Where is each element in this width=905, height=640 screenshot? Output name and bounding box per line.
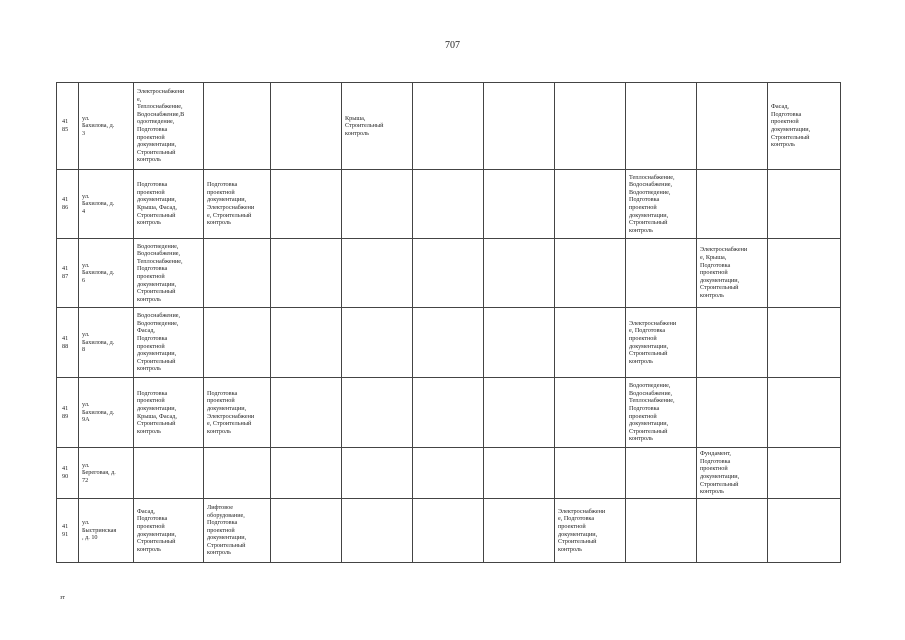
row-number-cell <box>57 448 79 499</box>
work-cell <box>204 448 271 499</box>
work-description: Водоотведение, Водоснабжение, Теплоснабжение, Подготовка проектной документации, Строительный контроль <box>629 382 675 443</box>
work-cell <box>484 83 555 170</box>
work-cell <box>555 378 626 448</box>
work-cell <box>697 83 768 170</box>
work-cell <box>342 499 413 563</box>
work-cell <box>342 308 413 378</box>
table-row <box>57 170 841 239</box>
work-description: Электроснабжени е, Подготовка проектной документации, Строительный контроль <box>629 319 677 365</box>
address: ул. Быстринская , д. 10 <box>82 519 117 542</box>
address-cell <box>79 499 134 563</box>
row-number-cell <box>57 83 79 170</box>
work-cell <box>484 170 555 239</box>
work-cell <box>271 308 342 378</box>
work-cell <box>697 378 768 448</box>
work-cell <box>555 499 626 563</box>
work-cell <box>768 448 841 499</box>
work-cell <box>342 239 413 308</box>
work-cell <box>204 170 271 239</box>
row-number: 41 85 <box>62 118 69 133</box>
work-description: Водоотведение, Водоснабжение, Теплоснабжение, Подготовка проектной документации, Строительный контроль <box>137 242 183 303</box>
work-cell <box>626 448 697 499</box>
work-cell <box>626 83 697 170</box>
work-cell <box>204 378 271 448</box>
work-cell <box>484 448 555 499</box>
work-cell <box>134 499 204 563</box>
work-cell <box>626 239 697 308</box>
work-description: Водоснабжение, Водоотведение, Фасад, Подготовка проектной документации, Строительный контроль <box>137 312 181 373</box>
work-cell <box>271 239 342 308</box>
work-cell <box>413 499 484 563</box>
work-cell <box>134 83 204 170</box>
row-number: 41 91 <box>62 522 69 538</box>
work-cell <box>484 378 555 448</box>
work-cell <box>413 170 484 239</box>
work-cell <box>697 448 768 499</box>
work-cell <box>626 170 697 239</box>
work-cell <box>413 378 484 448</box>
work-cell <box>271 499 342 563</box>
address: ул. Бахилова, д. 6 <box>82 261 115 284</box>
table-row <box>57 378 841 448</box>
work-cell <box>626 308 697 378</box>
row-number-cell <box>57 170 79 239</box>
page-number: 707 <box>445 40 460 51</box>
work-cell <box>342 378 413 448</box>
work-description: Электроснабжени е, Подготовка проектной документации, Строительный контроль <box>558 507 606 553</box>
work-cell <box>134 378 204 448</box>
work-cell <box>697 308 768 378</box>
row-number-cell <box>57 499 79 563</box>
work-cell <box>204 83 271 170</box>
work-cell <box>204 499 271 563</box>
work-description: Фундамент, Подготовка проектной документации, Строительный контроль <box>700 450 740 496</box>
work-cell <box>413 308 484 378</box>
work-cell <box>342 448 413 499</box>
work-cell <box>768 308 841 378</box>
work-cell <box>555 83 626 170</box>
row-number: 41 89 <box>62 404 69 420</box>
work-cell <box>271 170 342 239</box>
address: ул. Береговая, д. 72 <box>82 461 116 484</box>
work-cell <box>413 83 484 170</box>
work-cell <box>768 499 841 563</box>
work-description: Электроснабжени е, Теплоснабжение, Водоснабжение,В одоотведение, Подготовка проектной документации, Строительный контроль <box>137 88 185 164</box>
work-cell <box>555 170 626 239</box>
address-cell <box>79 308 134 378</box>
work-cell <box>697 499 768 563</box>
work-cell <box>271 83 342 170</box>
work-cell <box>204 308 271 378</box>
repair-schedule-table <box>56 82 841 563</box>
work-cell <box>342 170 413 239</box>
work-description: Подготовка проектной документации, Крыша, Фасад, Строительный контроль <box>137 389 177 435</box>
address: ул. Бахилова, д. 9А <box>82 401 115 424</box>
work-cell <box>413 448 484 499</box>
work-cell <box>413 239 484 308</box>
work-cell <box>134 239 204 308</box>
table-row <box>57 239 841 308</box>
work-cell <box>484 499 555 563</box>
work-cell <box>768 83 841 170</box>
address-cell <box>79 83 134 170</box>
work-cell <box>484 239 555 308</box>
work-cell <box>134 308 204 378</box>
address-cell <box>79 378 134 448</box>
row-number: 41 86 <box>62 196 69 211</box>
work-cell <box>134 448 204 499</box>
work-description: Фасад, Подготовка проектной документации, Строительный контроль <box>137 507 177 553</box>
address-cell <box>79 170 134 239</box>
work-cell <box>555 448 626 499</box>
work-description: Фасад, Подготовка проектной документации, Строительный контроль <box>771 103 811 149</box>
address: ул. Бахилова, д. 4 <box>82 192 115 215</box>
row-number-cell <box>57 239 79 308</box>
row-number: 41 90 <box>62 465 69 480</box>
work-cell <box>555 308 626 378</box>
address-cell <box>79 448 134 499</box>
table-row <box>57 308 841 378</box>
work-cell <box>768 170 841 239</box>
table-body <box>57 83 841 563</box>
work-cell <box>342 83 413 170</box>
address: ул. Бахилова, д. 3 <box>82 114 115 137</box>
address-cell <box>79 239 134 308</box>
work-cell <box>204 239 271 308</box>
footer-mark: зт <box>60 595 65 601</box>
work-cell <box>768 239 841 308</box>
row-number: 41 88 <box>62 334 69 350</box>
work-description: Подготовка проектной документации, Крыша, Фасад, Строительный контроль <box>137 181 177 227</box>
row-number-cell <box>57 308 79 378</box>
work-cell <box>697 239 768 308</box>
address: ул. Бахилова, д. 8 <box>82 331 115 354</box>
work-cell <box>626 378 697 448</box>
work-description: Электроснабжени е, Крыша, Подготовка проектной документации, Строительный контроль <box>700 246 748 299</box>
work-cell <box>134 170 204 239</box>
work-description: Крыша, Строительный контроль <box>345 114 384 137</box>
work-cell <box>271 378 342 448</box>
work-cell <box>484 308 555 378</box>
table-row <box>57 83 841 170</box>
table-row <box>57 499 841 563</box>
work-cell <box>271 448 342 499</box>
work-description: Подготовка проектной документации, Электроснабжени е, Строительный контроль <box>207 389 255 435</box>
work-description: Подготовка проектной документации, Электроснабжени е, Строительный контроль <box>207 181 255 227</box>
work-description: Лифтовое оборудование, Подготовка проектной документации, Строительный контроль <box>207 503 247 557</box>
work-description: Теплоснабжение, Водоснабжение, Водоотведение, Подготовка проектной документации, Строительный контроль <box>629 173 675 234</box>
row-number: 41 87 <box>62 265 69 280</box>
work-cell <box>697 170 768 239</box>
work-cell <box>626 499 697 563</box>
row-number-cell <box>57 378 79 448</box>
work-cell <box>768 378 841 448</box>
work-cell <box>555 239 626 308</box>
table-row <box>57 448 841 499</box>
